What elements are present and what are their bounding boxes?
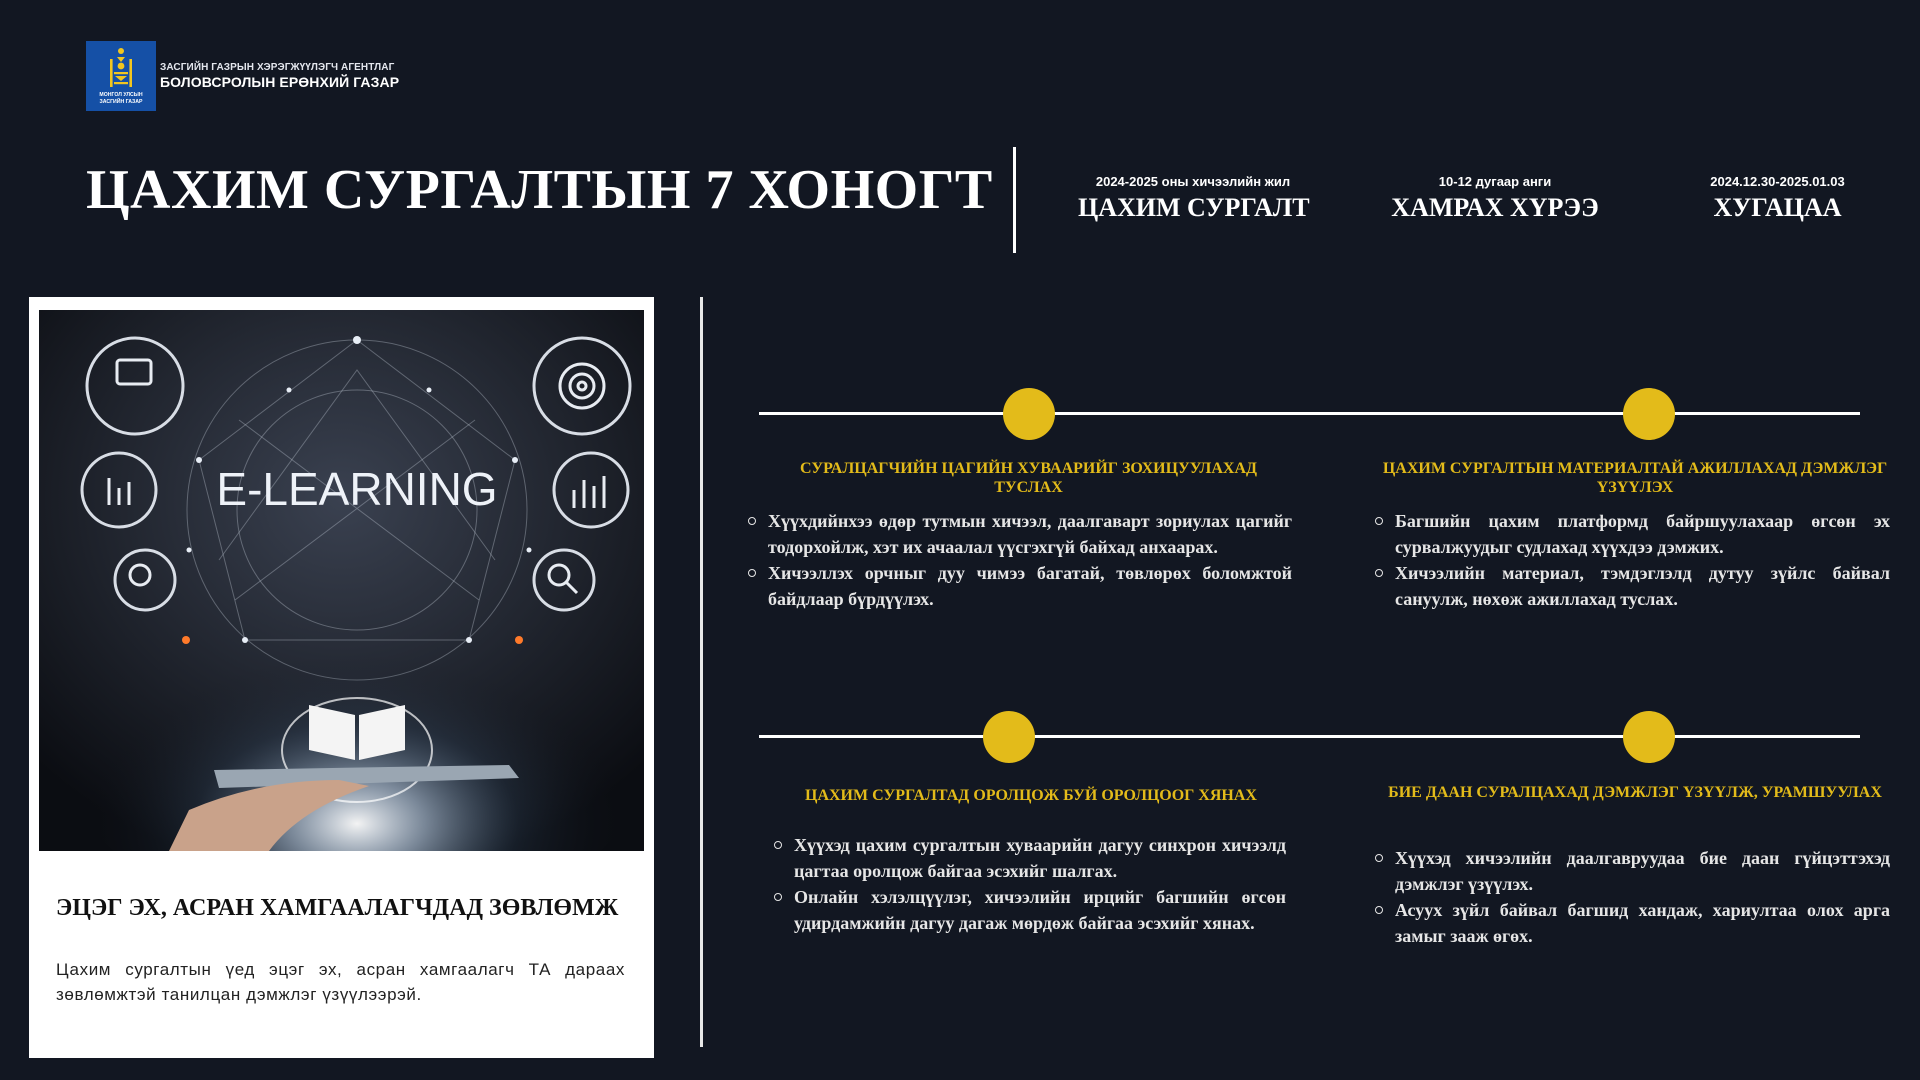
list-item: Асуух зүйл байвал багшид хандаж, хариултаа олох арга замыг зааж өгөх. <box>1373 897 1890 949</box>
section-heading-independent: БИЕ ДААН СУРАЛЦАХАД ДЭМЖЛЭГ ҮЗҮҮЛЖ, УРАМШУУЛАХ <box>1388 784 1882 801</box>
page-title: ЦАХИМ СУРГАЛТЫН 7 ХОНОГТ <box>86 159 993 221</box>
section-list-schedule <box>746 508 1292 612</box>
timeline-line-top <box>759 412 1860 415</box>
info-main: ХУГАЦАА <box>1713 193 1842 222</box>
timeline-dot <box>1003 388 1055 440</box>
header-divider <box>1013 147 1016 253</box>
timeline-dot <box>983 711 1035 763</box>
card-heading: ЭЦЭГ ЭХ, АСРАН ХАМГААЛАГЧДАД ЗӨВЛӨМЖ <box>56 895 619 921</box>
emblem-text-line-1: МОНГОЛ УЛСЫН <box>99 92 143 98</box>
info-sub: 10-12 дугаар анги <box>1438 174 1552 189</box>
illustration-label: E-LEARNING <box>216 463 498 515</box>
soyombo-emblem-icon <box>86 41 156 111</box>
timeline-dot <box>1623 711 1675 763</box>
list-item: Онлайн хэлэлцүүлэг, хичээлийн ирцийг багшийн өгсөн удирдамжийн дагуу дагаж мөрдөж байгаа эсэхийг хянах. <box>772 884 1286 936</box>
org-name: БОЛОВСРОЛЫН ЕРӨНХИЙ ГАЗАР <box>160 74 400 90</box>
list-item: Хүүхэд хичээлийн даалгавруудаа бие даан гүйцэттэхэд дэмжлэг үзүүлэх. <box>1373 845 1890 897</box>
section-list-independent <box>1373 845 1890 949</box>
content-divider <box>700 297 703 1047</box>
section-list-participation <box>772 832 1286 936</box>
info-sub: 2024.12.30-2025.01.03 <box>1710 174 1845 189</box>
section-list-materials <box>1373 508 1890 612</box>
info-main: ЦАХИМ СУРГАЛТ <box>1078 193 1310 222</box>
info-duration <box>1665 174 1890 223</box>
logo-text <box>160 61 399 91</box>
agency-line: ЗАСГИЙН ГАЗРЫН ХЭРЭГЖҮҮЛЭГЧ АГЕНТЛАГ <box>160 62 395 73</box>
section-heading-participation: ЦАХИМ СУРГАЛТАД ОРОЛЦОЖ БУЙ ОРОЛЦООГ ХЯНАХ <box>805 787 1257 804</box>
list-item: Хичээллэх орчныг дуу чимээ багатай, төвлөрөх боломжтой байдлаар бүрдүүлэх. <box>746 560 1292 612</box>
list-item: Хүүхдийнхээ өдөр тутмын хичээл, даалгаварт зориулах цагийг тодорхойлж, хэт их ачаалал үүсгэхгүй байхад анхаарах. <box>746 508 1292 560</box>
list-item: Хичээлийн материал, тэмдэглэлд дутуу зүйлс байвал сануулж, нөхөж ажиллахад туслах. <box>1373 560 1890 612</box>
timeline-dot <box>1623 388 1675 440</box>
advice-card <box>29 297 654 1058</box>
section-heading-materials: ЦАХИМ СУРГАЛТЫН МАТЕРИАЛТАЙ АЖИЛЛАХАД ДЭМЖЛЭГ ҮЗҮҮЛЭХ <box>1382 460 1888 496</box>
info-sub: 2024-2025 оны хичээлийн жил <box>1095 174 1291 189</box>
emblem-text-line-2: ЗАСГИЙН ГАЗАР <box>99 99 143 105</box>
list-item: Хүүхэд цахим сургалтын хуваарийн дагуу синхрон хичээлд цагтаа оролцож байгаа эсэхийг шалгах. <box>772 832 1286 884</box>
agency-logo <box>86 41 399 111</box>
card-text: Цахим сургалтын үед эцэг эх, асран хамгаалагч ТА дараах зөвлөмжтэй танилцан дэмжлэг үзүүлээрэй. <box>56 960 625 1004</box>
info-main: ХАМРАХ ХҮРЭЭ <box>1391 193 1599 222</box>
info-school-year <box>1078 174 1308 223</box>
section-heading-schedule: СУРАЛЦАГЧИЙН ЦАГИЙН ХУВААРИЙГ ЗОХИЦУУЛАХАД ТУСЛАХ <box>799 460 1258 496</box>
e-learning-illustration <box>39 310 644 851</box>
list-item: Багшийн цахим платформд байршуулахаар өгсөн эх сурвалжуудыг судлахад хүүхдээ дэмжих. <box>1373 508 1890 560</box>
timeline-line-bottom <box>759 735 1860 738</box>
info-scope <box>1380 174 1610 223</box>
